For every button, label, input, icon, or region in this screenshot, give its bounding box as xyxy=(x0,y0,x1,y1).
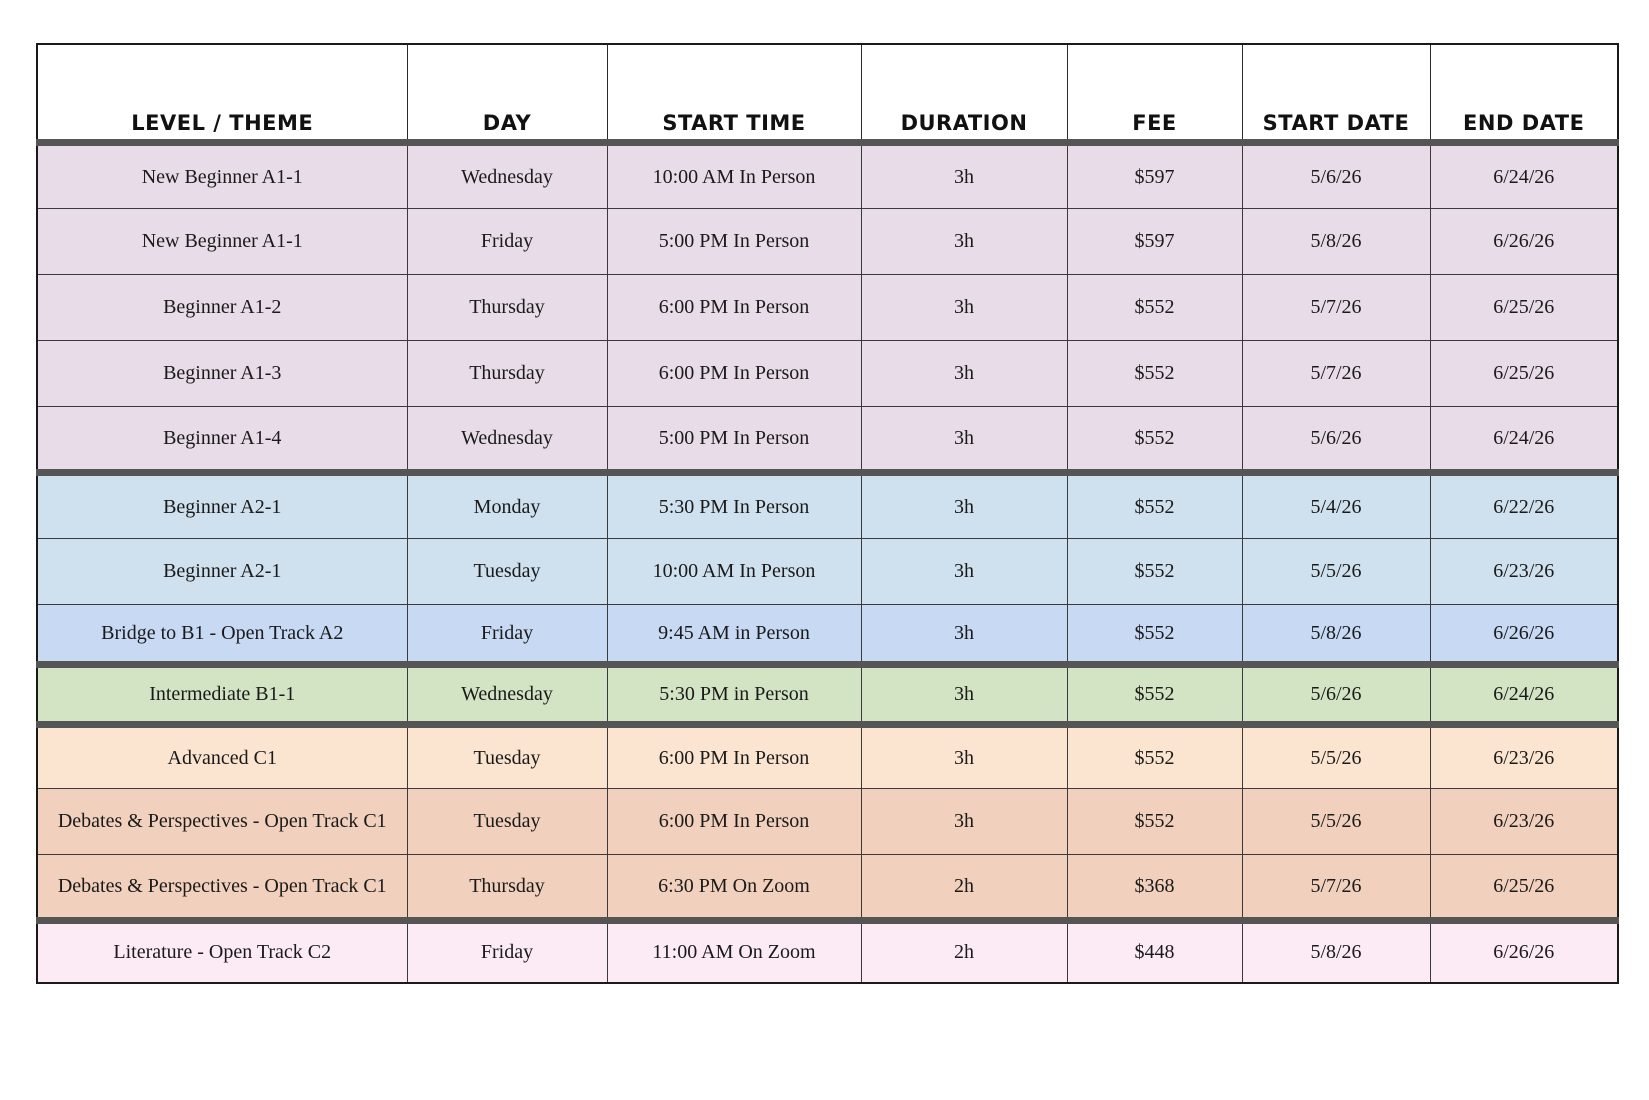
start-time-cell: 10:00 AM In Person xyxy=(607,539,861,605)
table-row xyxy=(37,539,1618,605)
start-time-cell: 6:00 PM In Person xyxy=(607,275,861,341)
column-header-level-theme: LEVEL / THEME xyxy=(37,44,407,143)
start-date-cell: 5/8/26 xyxy=(1242,605,1430,665)
end-date-cell: 6/24/26 xyxy=(1430,665,1618,725)
start-date-cell: 5/6/26 xyxy=(1242,665,1430,725)
duration-cell: 3h xyxy=(861,665,1067,725)
table-row xyxy=(37,725,1618,789)
end-date-cell: 6/23/26 xyxy=(1430,725,1618,789)
duration-cell: 3h xyxy=(861,539,1067,605)
start-date-cell: 5/5/26 xyxy=(1242,539,1430,605)
level-theme-cell: Bridge to B1 - Open Track A2 xyxy=(37,605,407,665)
duration-cell: 3h xyxy=(861,407,1067,473)
day-cell: Thursday xyxy=(407,275,607,341)
header-row xyxy=(37,44,1618,143)
start-date-cell: 5/7/26 xyxy=(1242,275,1430,341)
table-row xyxy=(37,789,1618,855)
day-cell: Tuesday xyxy=(407,539,607,605)
start-time-cell: 9:45 AM in Person xyxy=(607,605,861,665)
table-row xyxy=(37,407,1618,473)
level-theme-cell: Debates & Perspectives - Open Track C1 xyxy=(37,855,407,921)
table-row xyxy=(37,275,1618,341)
column-header-duration: DURATION xyxy=(861,44,1067,143)
start-time-cell: 6:00 PM In Person xyxy=(607,341,861,407)
table-row xyxy=(37,921,1618,983)
start-time-cell: 5:00 PM In Person xyxy=(607,407,861,473)
fee-cell: $448 xyxy=(1067,921,1242,983)
level-theme-cell: Beginner A2-1 xyxy=(37,539,407,605)
table-row xyxy=(37,473,1618,539)
duration-cell: 3h xyxy=(861,341,1067,407)
fee-cell: $552 xyxy=(1067,341,1242,407)
column-header-fee: FEE xyxy=(1067,44,1242,143)
end-date-cell: 6/24/26 xyxy=(1430,407,1618,473)
day-cell: Tuesday xyxy=(407,725,607,789)
start-time-cell: 5:00 PM In Person xyxy=(607,209,861,275)
start-date-cell: 5/5/26 xyxy=(1242,789,1430,855)
start-date-cell: 5/4/26 xyxy=(1242,473,1430,539)
start-time-cell: 5:30 PM in Person xyxy=(607,665,861,725)
day-cell: Friday xyxy=(407,209,607,275)
end-date-cell: 6/23/26 xyxy=(1430,539,1618,605)
end-date-cell: 6/26/26 xyxy=(1430,921,1618,983)
fee-cell: $552 xyxy=(1067,539,1242,605)
duration-cell: 3h xyxy=(861,209,1067,275)
table-header xyxy=(37,44,1618,143)
table-row xyxy=(37,341,1618,407)
day-cell: Friday xyxy=(407,921,607,983)
duration-cell: 3h xyxy=(861,143,1067,209)
fee-cell: $552 xyxy=(1067,605,1242,665)
day-cell: Wednesday xyxy=(407,665,607,725)
day-cell: Thursday xyxy=(407,855,607,921)
fee-cell: $552 xyxy=(1067,473,1242,539)
fee-cell: $552 xyxy=(1067,275,1242,341)
column-header-start-time: START TIME xyxy=(607,44,861,143)
fee-cell: $597 xyxy=(1067,143,1242,209)
duration-cell: 3h xyxy=(861,789,1067,855)
level-theme-cell: Beginner A1-2 xyxy=(37,275,407,341)
day-cell: Wednesday xyxy=(407,407,607,473)
duration-cell: 3h xyxy=(861,473,1067,539)
start-time-cell: 6:00 PM In Person xyxy=(607,789,861,855)
end-date-cell: 6/25/26 xyxy=(1430,855,1618,921)
duration-cell: 3h xyxy=(861,275,1067,341)
fee-cell: $552 xyxy=(1067,407,1242,473)
duration-cell: 3h xyxy=(861,725,1067,789)
level-theme-cell: New Beginner A1-1 xyxy=(37,209,407,275)
start-time-cell: 6:00 PM In Person xyxy=(607,725,861,789)
start-time-cell: 10:00 AM In Person xyxy=(607,143,861,209)
table-row xyxy=(37,209,1618,275)
start-date-cell: 5/8/26 xyxy=(1242,921,1430,983)
start-time-cell: 11:00 AM On Zoom xyxy=(607,921,861,983)
start-date-cell: 5/6/26 xyxy=(1242,143,1430,209)
day-cell: Thursday xyxy=(407,341,607,407)
level-theme-cell: Intermediate B1-1 xyxy=(37,665,407,725)
class-schedule-table xyxy=(36,43,1619,984)
duration-cell: 3h xyxy=(861,605,1067,665)
start-time-cell: 5:30 PM In Person xyxy=(607,473,861,539)
end-date-cell: 6/24/26 xyxy=(1430,143,1618,209)
level-theme-cell: Beginner A2-1 xyxy=(37,473,407,539)
duration-cell: 2h xyxy=(861,855,1067,921)
level-theme-cell: Debates & Perspectives - Open Track C1 xyxy=(37,789,407,855)
level-theme-cell: Beginner A1-3 xyxy=(37,341,407,407)
level-theme-cell: New Beginner A1-1 xyxy=(37,143,407,209)
start-date-cell: 5/7/26 xyxy=(1242,341,1430,407)
end-date-cell: 6/26/26 xyxy=(1430,209,1618,275)
column-header-day: DAY xyxy=(407,44,607,143)
duration-cell: 2h xyxy=(861,921,1067,983)
table-row xyxy=(37,855,1618,921)
day-cell: Friday xyxy=(407,605,607,665)
day-cell: Monday xyxy=(407,473,607,539)
end-date-cell: 6/23/26 xyxy=(1430,789,1618,855)
end-date-cell: 6/25/26 xyxy=(1430,275,1618,341)
fee-cell: $552 xyxy=(1067,665,1242,725)
level-theme-cell: Literature - Open Track C2 xyxy=(37,921,407,983)
table-row xyxy=(37,665,1618,725)
fee-cell: $552 xyxy=(1067,789,1242,855)
column-header-start-date: START DATE xyxy=(1242,44,1430,143)
table-row xyxy=(37,605,1618,665)
start-time-cell: 6:30 PM On Zoom xyxy=(607,855,861,921)
level-theme-cell: Advanced C1 xyxy=(37,725,407,789)
table-row xyxy=(37,143,1618,209)
start-date-cell: 5/7/26 xyxy=(1242,855,1430,921)
end-date-cell: 6/25/26 xyxy=(1430,341,1618,407)
fee-cell: $368 xyxy=(1067,855,1242,921)
day-cell: Tuesday xyxy=(407,789,607,855)
end-date-cell: 6/22/26 xyxy=(1430,473,1618,539)
start-date-cell: 5/6/26 xyxy=(1242,407,1430,473)
level-theme-cell: Beginner A1-4 xyxy=(37,407,407,473)
start-date-cell: 5/5/26 xyxy=(1242,725,1430,789)
column-header-end-date: END DATE xyxy=(1430,44,1618,143)
table-body xyxy=(37,143,1618,983)
fee-cell: $597 xyxy=(1067,209,1242,275)
start-date-cell: 5/8/26 xyxy=(1242,209,1430,275)
end-date-cell: 6/26/26 xyxy=(1430,605,1618,665)
fee-cell: $552 xyxy=(1067,725,1242,789)
day-cell: Wednesday xyxy=(407,143,607,209)
